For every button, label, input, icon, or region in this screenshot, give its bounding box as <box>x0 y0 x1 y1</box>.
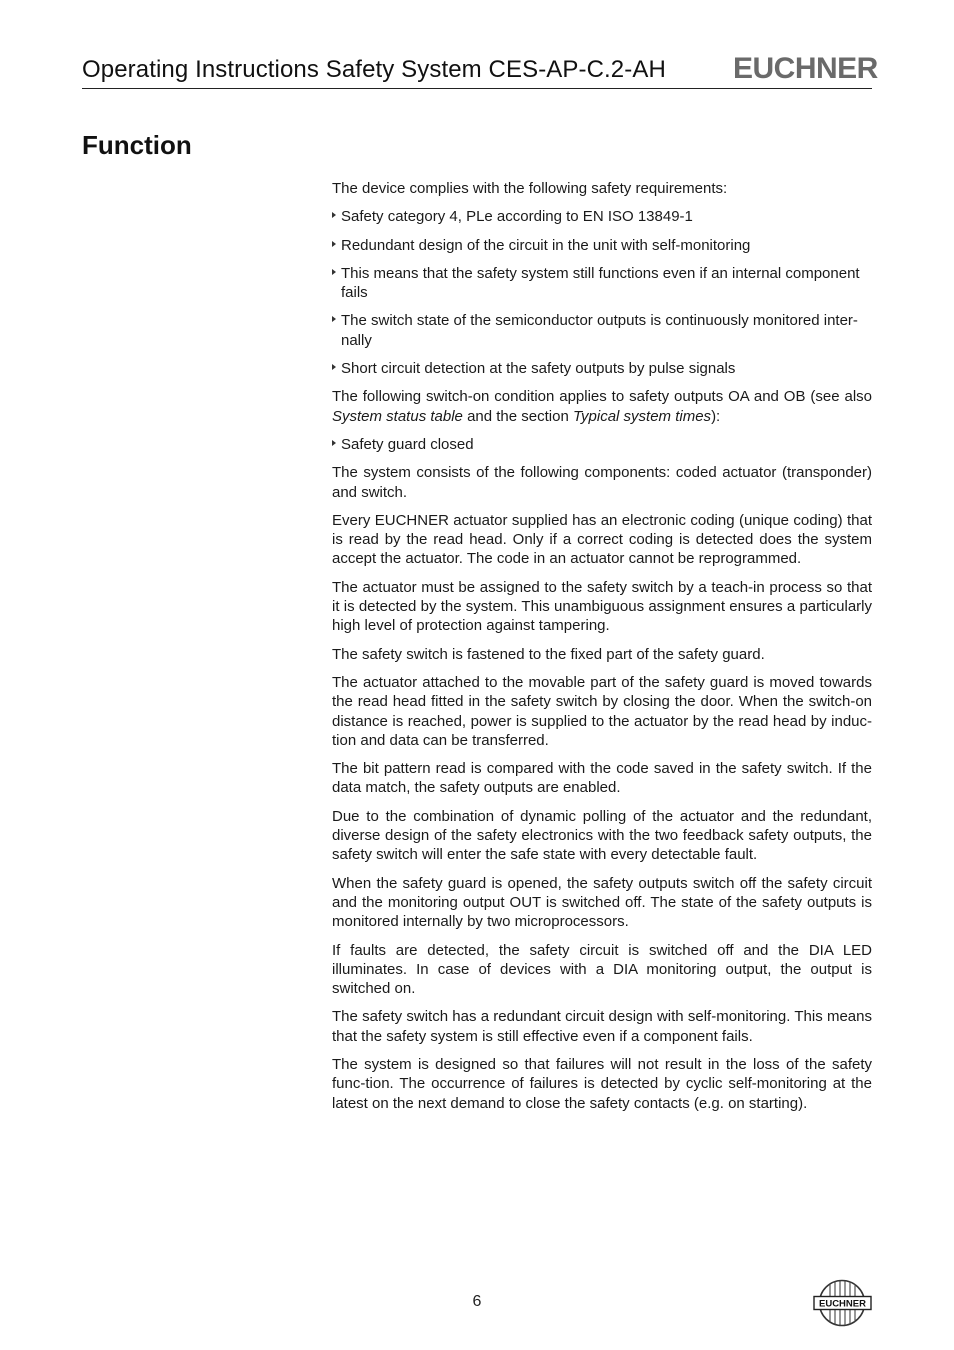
body-paragraph: The system consists of the following components: coded actuator (transponder) and switch. <box>332 464 872 501</box>
document-title: Operating Instructions Safety System CES-AP-C.2-AH <box>82 56 666 83</box>
requirement-text: Redundant design of the circuit in the unit with self-monitoring <box>341 236 751 254</box>
requirement-text: The switch state of the semiconductor outputs is continuously monitored inter-nally <box>341 312 858 349</box>
body-paragraph: The bit pattern read is compared with the code saved in the safety switch. If the data match, the safety outputs are enabled. <box>332 760 872 797</box>
body-paragraph: If faults are detected, the safety circuit is switched off and the DIA LED illuminates. In case of devices with a DIA monitoring output, the output is switched on. <box>332 941 872 998</box>
requirement-item <box>332 264 872 303</box>
requirement-text: This means that the safety system still functions even if an internal component fails <box>341 264 860 302</box>
bullet-arrow-icon <box>332 440 336 446</box>
requirement-text: Short circuit detection at the safety outputs by pulse signals <box>341 360 736 378</box>
body-paragraph: When the safety guard is opened, the safety outputs switch off the safety circuit and the monitoring output OUT is switched off. The state of the safety outputs is monitored internally by two microprocessors. <box>332 874 872 931</box>
requirement-item <box>332 236 872 255</box>
body-paragraph: The actuator must be assigned to the safety switch by a teach-in process so that it is detected by the system. This unambiguous assignment ensures a particularly high level of protection against tampering. <box>332 578 872 635</box>
euchner-seal-logo <box>810 1278 874 1328</box>
body-paragraph: Due to the combination of dynamic polling of the actuator and the redundant, diverse design of the safety electronics with the two feedback safety outputs, the safety switch will enter the safe state with every detectable fault. <box>332 807 872 864</box>
body-paragraph: The system is designed so that failures will not result in the loss of the safety func-tion. The occurrence of failures is detected by cyclic self-monitoring at the latest on the next demand to close the safety contacts (e.g. on starting). <box>332 1055 872 1112</box>
condition-item <box>332 435 872 454</box>
seal-logo-text: EUCHNER <box>819 1298 866 1310</box>
switch-on-text-b: and the section <box>462 407 573 425</box>
bullet-arrow-icon <box>332 364 336 370</box>
body-paragraph: Every EUCHNER actuator supplied has an electronic coding (unique coding) that is read by the read head. Only if a correct coding is detected does the system accept the actuator. The code in an actuator cannot be reprogrammed. <box>332 511 872 568</box>
header-divider <box>82 88 872 89</box>
switch-on-text-c: ): <box>711 407 721 425</box>
bullet-arrow-icon <box>332 212 336 218</box>
page-number: 6 <box>472 1293 482 1310</box>
switch-on-text-a: The following switch-on condition applies to safety outputs OA and OB (see also <box>332 388 872 406</box>
body-paragraph: The safety switch is fastened to the fixed part of the safety guard. <box>332 645 765 663</box>
bullet-arrow-icon <box>332 316 336 322</box>
section-title: Function <box>82 130 192 160</box>
body-paragraph: The actuator attached to the movable part of the safety guard is moved towards the read head fitted in the safety switch by closing the door. When the switch-on distance is reached, power is supplied to the actuator by the read head by induc-tion and data can be transferred. <box>332 673 872 749</box>
main-content <box>332 179 872 1122</box>
requirement-item <box>332 359 872 378</box>
bullet-arrow-icon <box>332 241 336 247</box>
euchner-brand-logo: EUCHNER <box>733 52 878 85</box>
system-status-table-reference: System status table <box>332 407 463 425</box>
requirement-item <box>332 311 872 350</box>
body-paragraph: The safety switch has a redundant circuit design with self-monitoring. This means that the safety system is still effective even if a component fails. <box>332 1008 872 1045</box>
bullet-arrow-icon <box>332 269 336 275</box>
requirement-text: Safety category 4, PLe according to EN ISO 13849-1 <box>341 208 693 226</box>
typical-system-times-reference: Typical system times <box>572 407 712 425</box>
condition-text: Safety guard closed <box>341 435 474 453</box>
intro-paragraph: The device complies with the following safety requirements: <box>332 180 728 197</box>
requirement-item <box>332 207 872 226</box>
switch-on-condition-paragraph <box>332 387 872 426</box>
